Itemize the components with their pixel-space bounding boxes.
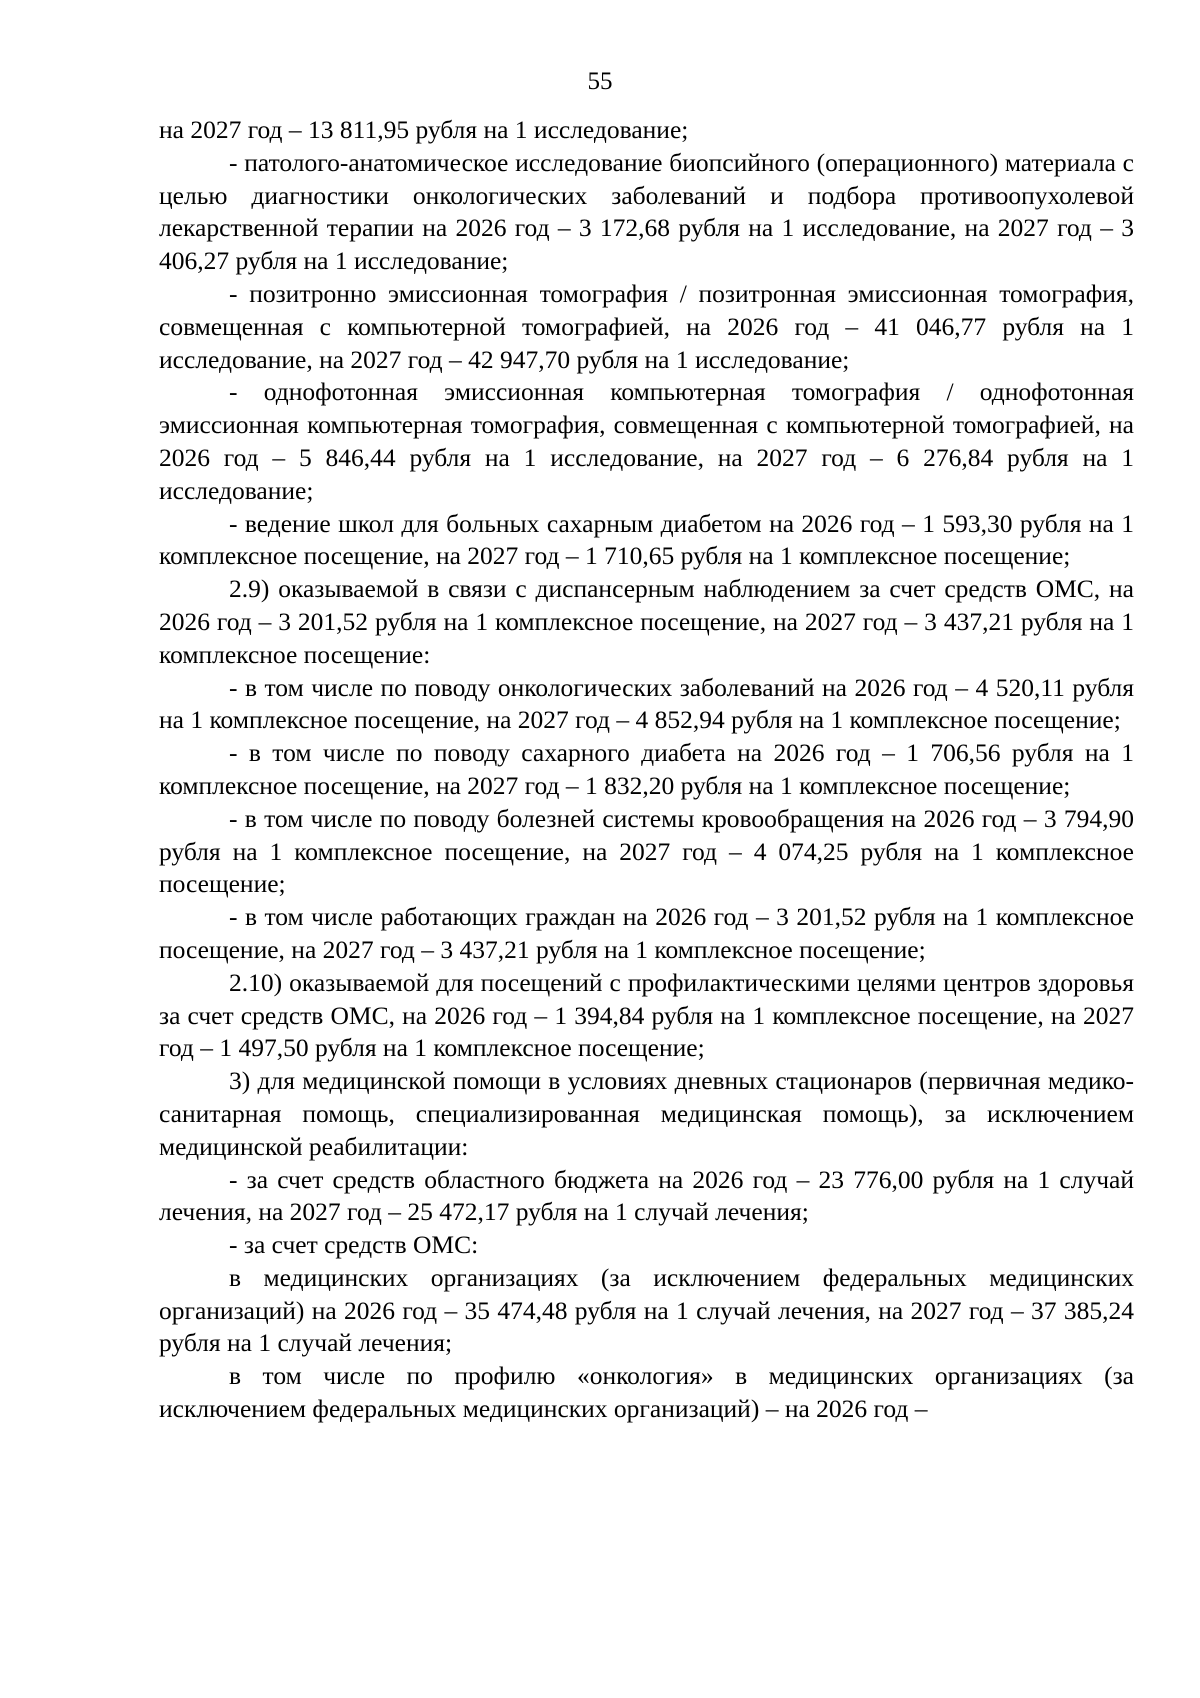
paragraph: - за счет средств областного бюджета на 2026 год – 23 776,00 рубля на 1 случай лечения, на 2027 год – 25 472,17 рубля на 1 случай лечения; <box>159 1164 1134 1227</box>
paragraph: - однофотонная эмиссионная компьютерная томография / однофотонная эмиссионная компьютерная томография, совмещенная с компьютерной томографией, на 2026 год – 5 846,44 рубля на 1 исследование, на 2027 год – 6 276,84 рубля на 1 исследование; <box>159 377 1134 505</box>
body-text <box>159 114 1134 1426</box>
paragraph: 2.9) оказываемой в связи с диспансерным наблюдением за счет средств ОМС, на 2026 год – 3 201,52 рубля на 1 комплексное посещение, на 2027 год – 3 437,21 рубля на 1 комплексное посещение: <box>159 574 1134 669</box>
paragraph: - ведение школ для больных сахарным диабетом на 2026 год – 1 593,30 рубля на 1 комплексное посещение, на 2027 год – 1 710,65 рубля на 1 комплексное посещение; <box>159 508 1134 571</box>
paragraph: - позитронно эмиссионная томография / позитронная эмиссионная томография, совмещенная с компьютерной томографией, на 2026 год – 41 046,77 рубля на 1 исследование, на 2027 год – 42 947,70 рубля на 1 исследование; <box>159 278 1134 374</box>
paragraph: на 2027 год – 13 811,95 рубля на 1 исследование; <box>159 115 689 144</box>
paragraph: - в том числе по поводу сахарного диабета на 2026 год – 1 706,56 рубля на 1 комплексное посещение, на 2027 год – 1 832,20 рубля на 1 комплексное посещение; <box>159 738 1134 800</box>
paragraph: - в том числе по поводу болезней системы кровообращения на 2026 год – 3 794,90 рубля на 1 комплексное посещение, на 2027 год – 4 074,25 рубля на 1 комплексное посещение; <box>159 803 1134 899</box>
paragraph: - в том числе работающих граждан на 2026 год – 3 201,52 рубля на 1 комплексное посещение, на 2027 год – 3 437,21 рубля на 1 комплексное посещение; <box>159 902 1134 964</box>
paragraph: 2.10) оказываемой для посещений с профилактическими целями центров здоровья за счет средств ОМС, на 2026 год – 1 394,84 рубля на 1 комплексное посещение, на 2027 год – 1 497,50 рубля на 1 комплексное посещение; <box>159 967 1134 1063</box>
paragraph: в медицинских организациях (за исключением федеральных медицинских организаций) на 2026 год – 35 474,48 рубля на 1 случай лечения, на 2027 год – 37 385,24 рубля на 1 случай лечения; <box>159 1262 1134 1358</box>
paragraph: - патолого-анатомическое исследование биопсийного (операционного) материала с целью диагностики онкологических заболеваний и подбора противоопухолевой лекарственной терапии на 2026 год – 3 172,68 рубля на 1 исследование, на 2027 год – 3 406,27 рубля на 1 исследование; <box>159 147 1134 276</box>
paragraph: в том числе по профилю «онкология» в медицинских организациях (за исключением федеральных медицинских организаций) – на 2026 год – <box>159 1361 1134 1424</box>
paragraph: 3) для медицинской помощи в условиях дневных стационаров (первичная медико-санитарная помощь, специализированная медицинская помощь), за исключением медицинской реабилитации: <box>159 1066 1134 1161</box>
paragraph: - за счет средств ОМС: <box>229 1230 479 1260</box>
page-number: 55 <box>587 68 613 95</box>
paragraph: - в том числе по поводу онкологических заболеваний на 2026 год – 4 520,11 рубля на 1 комплексное посещение, на 2027 год – 4 852,94 рубля на 1 комплексное посещение; <box>159 672 1134 735</box>
